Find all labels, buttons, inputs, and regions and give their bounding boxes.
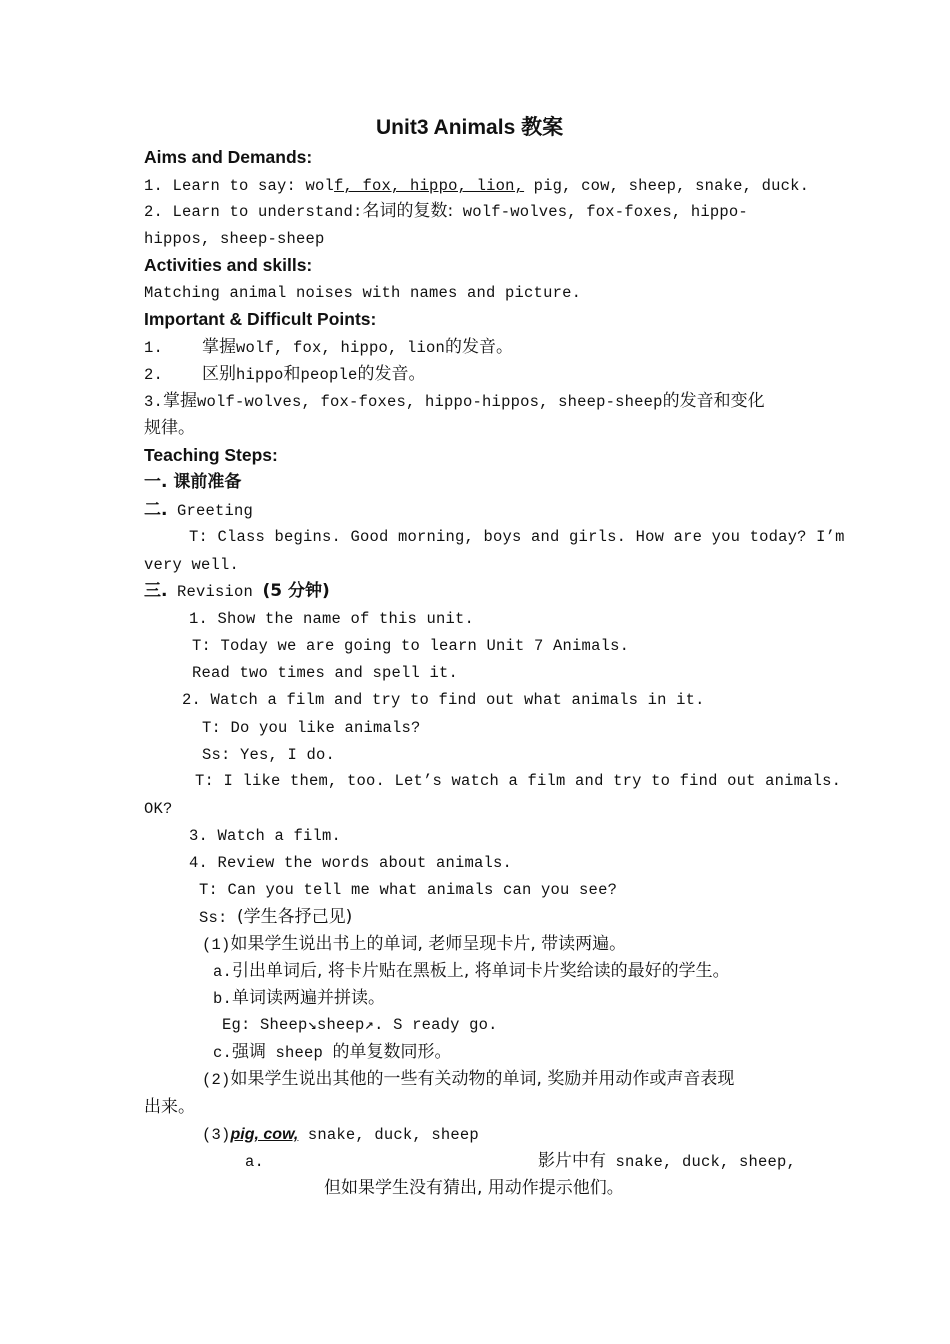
revision-4b <box>199 906 352 929</box>
case-1c <box>213 1041 452 1064</box>
revision-4b-cn: (学生各抒己见) <box>237 907 353 927</box>
point-3-number: 3. <box>144 393 164 411</box>
case-3a-prefix: a. <box>245 1153 265 1171</box>
case-2-text: 如果学生说出其他的一些有关动物的单词, 奖励并用动作或声音表现 <box>230 1069 735 1089</box>
aims-line-1-label: 1. Learn to say: <box>144 177 297 195</box>
case-3 <box>202 1123 479 1146</box>
step-3-number: 三. <box>144 581 168 601</box>
revision-2c: T: I like them, too. Let’s watch a film and try to find out animals. <box>195 772 842 790</box>
step-3-heading <box>144 580 330 603</box>
case-1c-a: 强调 <box>232 1042 267 1062</box>
point-3-a: 掌握 <box>163 391 198 411</box>
point-1-b: wolf, fox, hippo, lion <box>236 339 446 357</box>
revision-1a: T: Today we are going to learn Unit 7 Animals. <box>192 637 630 655</box>
points-heading: Important & Difficult Points: <box>144 309 377 329</box>
point-2 <box>144 363 426 386</box>
greeting-line-2: very well. <box>144 556 240 574</box>
case-3a-continued: 但如果学生没有猜出, 用动作提示他们。 <box>324 1178 624 1198</box>
revision-4b-prefix: Ss: <box>199 909 238 927</box>
revision-2b: Ss: Yes, I do. <box>202 746 336 764</box>
case-1c-b: sheep <box>266 1044 333 1062</box>
aims-line-2-rest: wolf-wolves, fox-foxes, hippo- <box>453 203 748 221</box>
aims-line-1-rest: pig, cow, sheep, snake, duck. <box>524 177 810 195</box>
revision-1b: Read two times and spell it. <box>192 664 459 682</box>
case-3a <box>538 1150 796 1173</box>
step-2-text: Greeting <box>167 502 253 520</box>
step-2-heading <box>144 499 253 522</box>
case-2 <box>202 1068 734 1091</box>
steps-heading: Teaching Steps: <box>144 445 278 465</box>
point-1-a: 掌握 <box>202 337 236 357</box>
revision-3: 3. Watch a film. <box>189 827 342 845</box>
case-1b-prefix: b. <box>213 990 233 1008</box>
aims-line-2 <box>144 200 748 223</box>
case-3-bold-words: pig, cow, <box>230 1126 299 1143</box>
document-title: Unit3 Animals 教案 <box>376 116 564 139</box>
revision-4: 4. Review the words about animals. <box>189 854 513 872</box>
case-1a <box>213 960 730 983</box>
point-2-c: 和 <box>283 364 301 384</box>
case-2-continued: 出来。 <box>144 1097 195 1117</box>
case-1a-text: 引出单词后, 将卡片贴在黑板上, 将单词卡片奖给读的最好的学生。 <box>232 961 730 981</box>
point-2-e: 的发音。 <box>357 364 426 384</box>
case-1c-c: 的单复数同形。 <box>332 1042 452 1062</box>
aims-line-1-pre: wol <box>296 177 335 195</box>
case-3-rest: snake, duck, sheep <box>298 1126 479 1144</box>
aims-heading: Aims and Demands: <box>144 147 313 167</box>
step-1-heading: 一. 课前准备 <box>144 472 242 492</box>
case-1b <box>213 987 385 1010</box>
case-1b-text: 单词读两遍并拼读。 <box>232 988 386 1008</box>
case-1c-prefix: c. <box>213 1044 233 1062</box>
greeting-line-1: T: Class begins. Good morning, boys and girls. How are you today? I’m <box>189 528 845 546</box>
step-3-text: Revision <box>167 583 263 601</box>
activities-heading: Activities and skills: <box>144 255 313 275</box>
case-2-number: (2) <box>202 1071 231 1089</box>
revision-1: 1. Show the name of this unit. <box>189 610 475 628</box>
point-2-number: 2. <box>144 366 164 384</box>
point-2-b: hippo <box>236 366 284 384</box>
point-3 <box>144 390 765 413</box>
example-line: Eg: Sheep↘sheep↗. S ready go. <box>222 1016 498 1034</box>
revision-4a: T: Can you tell me what animals can you see? <box>199 881 618 899</box>
point-3-c: 的发音和变化 <box>662 391 765 411</box>
case-3-number: (3) <box>202 1126 231 1144</box>
step-3-time: (5 分钟) <box>262 581 330 601</box>
point-2-a: 区别 <box>202 364 236 384</box>
case-1 <box>202 933 626 956</box>
case-1-number: (1) <box>202 936 231 954</box>
point-1-number: 1. <box>144 339 164 357</box>
revision-2a: T: Do you like animals? <box>202 719 421 737</box>
aims-line-1 <box>144 174 809 197</box>
case-3a-en: snake, duck, sheep, <box>606 1153 797 1171</box>
aims-line-1-underlined: f, fox, hippo, lion, <box>334 177 525 195</box>
point-3-b: wolf-wolves, fox-foxes, hippo-hippos, sheep-sheep <box>197 393 663 411</box>
aims-line-2-cn: 名词的复数: <box>362 201 454 221</box>
point-3-continued: 规律。 <box>144 418 195 438</box>
case-3a-cn: 影片中有 <box>538 1151 606 1171</box>
activities-text: Matching animal noises with names and picture. <box>144 284 582 302</box>
aims-line-2-continued: hippos, sheep-sheep <box>144 230 325 248</box>
step-2-number: 二. <box>144 500 168 520</box>
revision-2d: OK? <box>144 800 173 818</box>
point-1-c: 的发音。 <box>445 337 514 357</box>
case-1-text: 如果学生说出书上的单词, 老师呈现卡片, 带读两遍。 <box>230 934 627 954</box>
case-1a-prefix: a. <box>213 963 233 981</box>
point-1 <box>144 336 513 359</box>
revision-2: 2. Watch a film and try to find out what animals in it. <box>182 691 705 709</box>
point-2-d: people <box>300 366 358 384</box>
aims-line-2-label: 2. Learn to understand: <box>144 203 363 221</box>
